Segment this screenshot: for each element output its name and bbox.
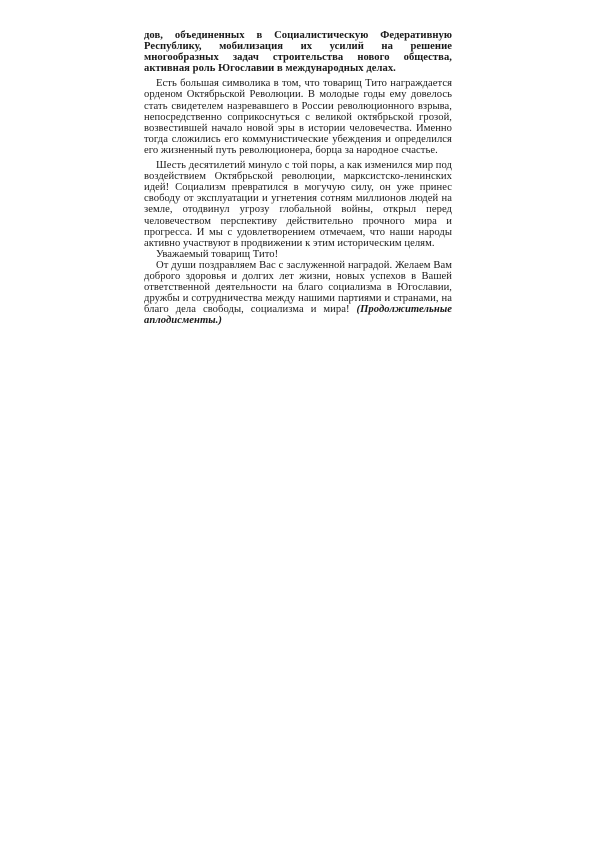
paragraph-5-text: От души поздравляем Вас с заслуженной наградой. Желаем Вам доброго здоровья и долгих лет жизни, новых успехов в Вашей ответственной деятельности на благо социализма в Югославии, дружбы и сотрудничества между нашими партиями и странами, на благо дела свободы, социализма и мира!	[144, 259, 452, 316]
paragraph-2: Есть большая символика в том, что товарищ Тито награждается орденом Октябрьской Революции. В молодые годы ему довелось стать свидетелем назревавшего в России революционного взрыва, непосредственно соприкоснуться с великой октябрьской грозой, возвестившей начало новой эры в истории человечества. Именно тогда сложились его коммунистические убеждения и определился его жизненный путь революционера, борца за народное счастье.	[144, 78, 452, 156]
paragraph-5	[144, 260, 452, 327]
applause-note: (Продолжительные аплодисменты.)	[144, 304, 452, 327]
article-body	[144, 30, 452, 326]
paragraph-3: Шесть десятилетий минуло с той поры, а как изменился мир под воздействием Октябрьской революции, марксистско-ленинских идей! Социализм превратился в могучую силу, он уже принес свободу от эксплуатации и угнетения сотням миллионов людей на земле, отодвинул угрозу глобальной войны, открыл перед человечеством перспективу действительно прочного мира и прогресса. И мы с удовлетворением отмечаем, что наши народы активно участвуют в продвижении к этим историческим целям.	[144, 160, 452, 249]
paragraph-1-bold-text: дов, объединенных в Социалистическую Федеративную Республику, мобилизация их усилий на решение многообразных задач строительства нового общества, активная роль Югославии в международных делах.	[144, 30, 452, 75]
paragraph-1	[144, 30, 452, 74]
salutation: Уважаемый товарищ Тито!	[156, 248, 279, 260]
